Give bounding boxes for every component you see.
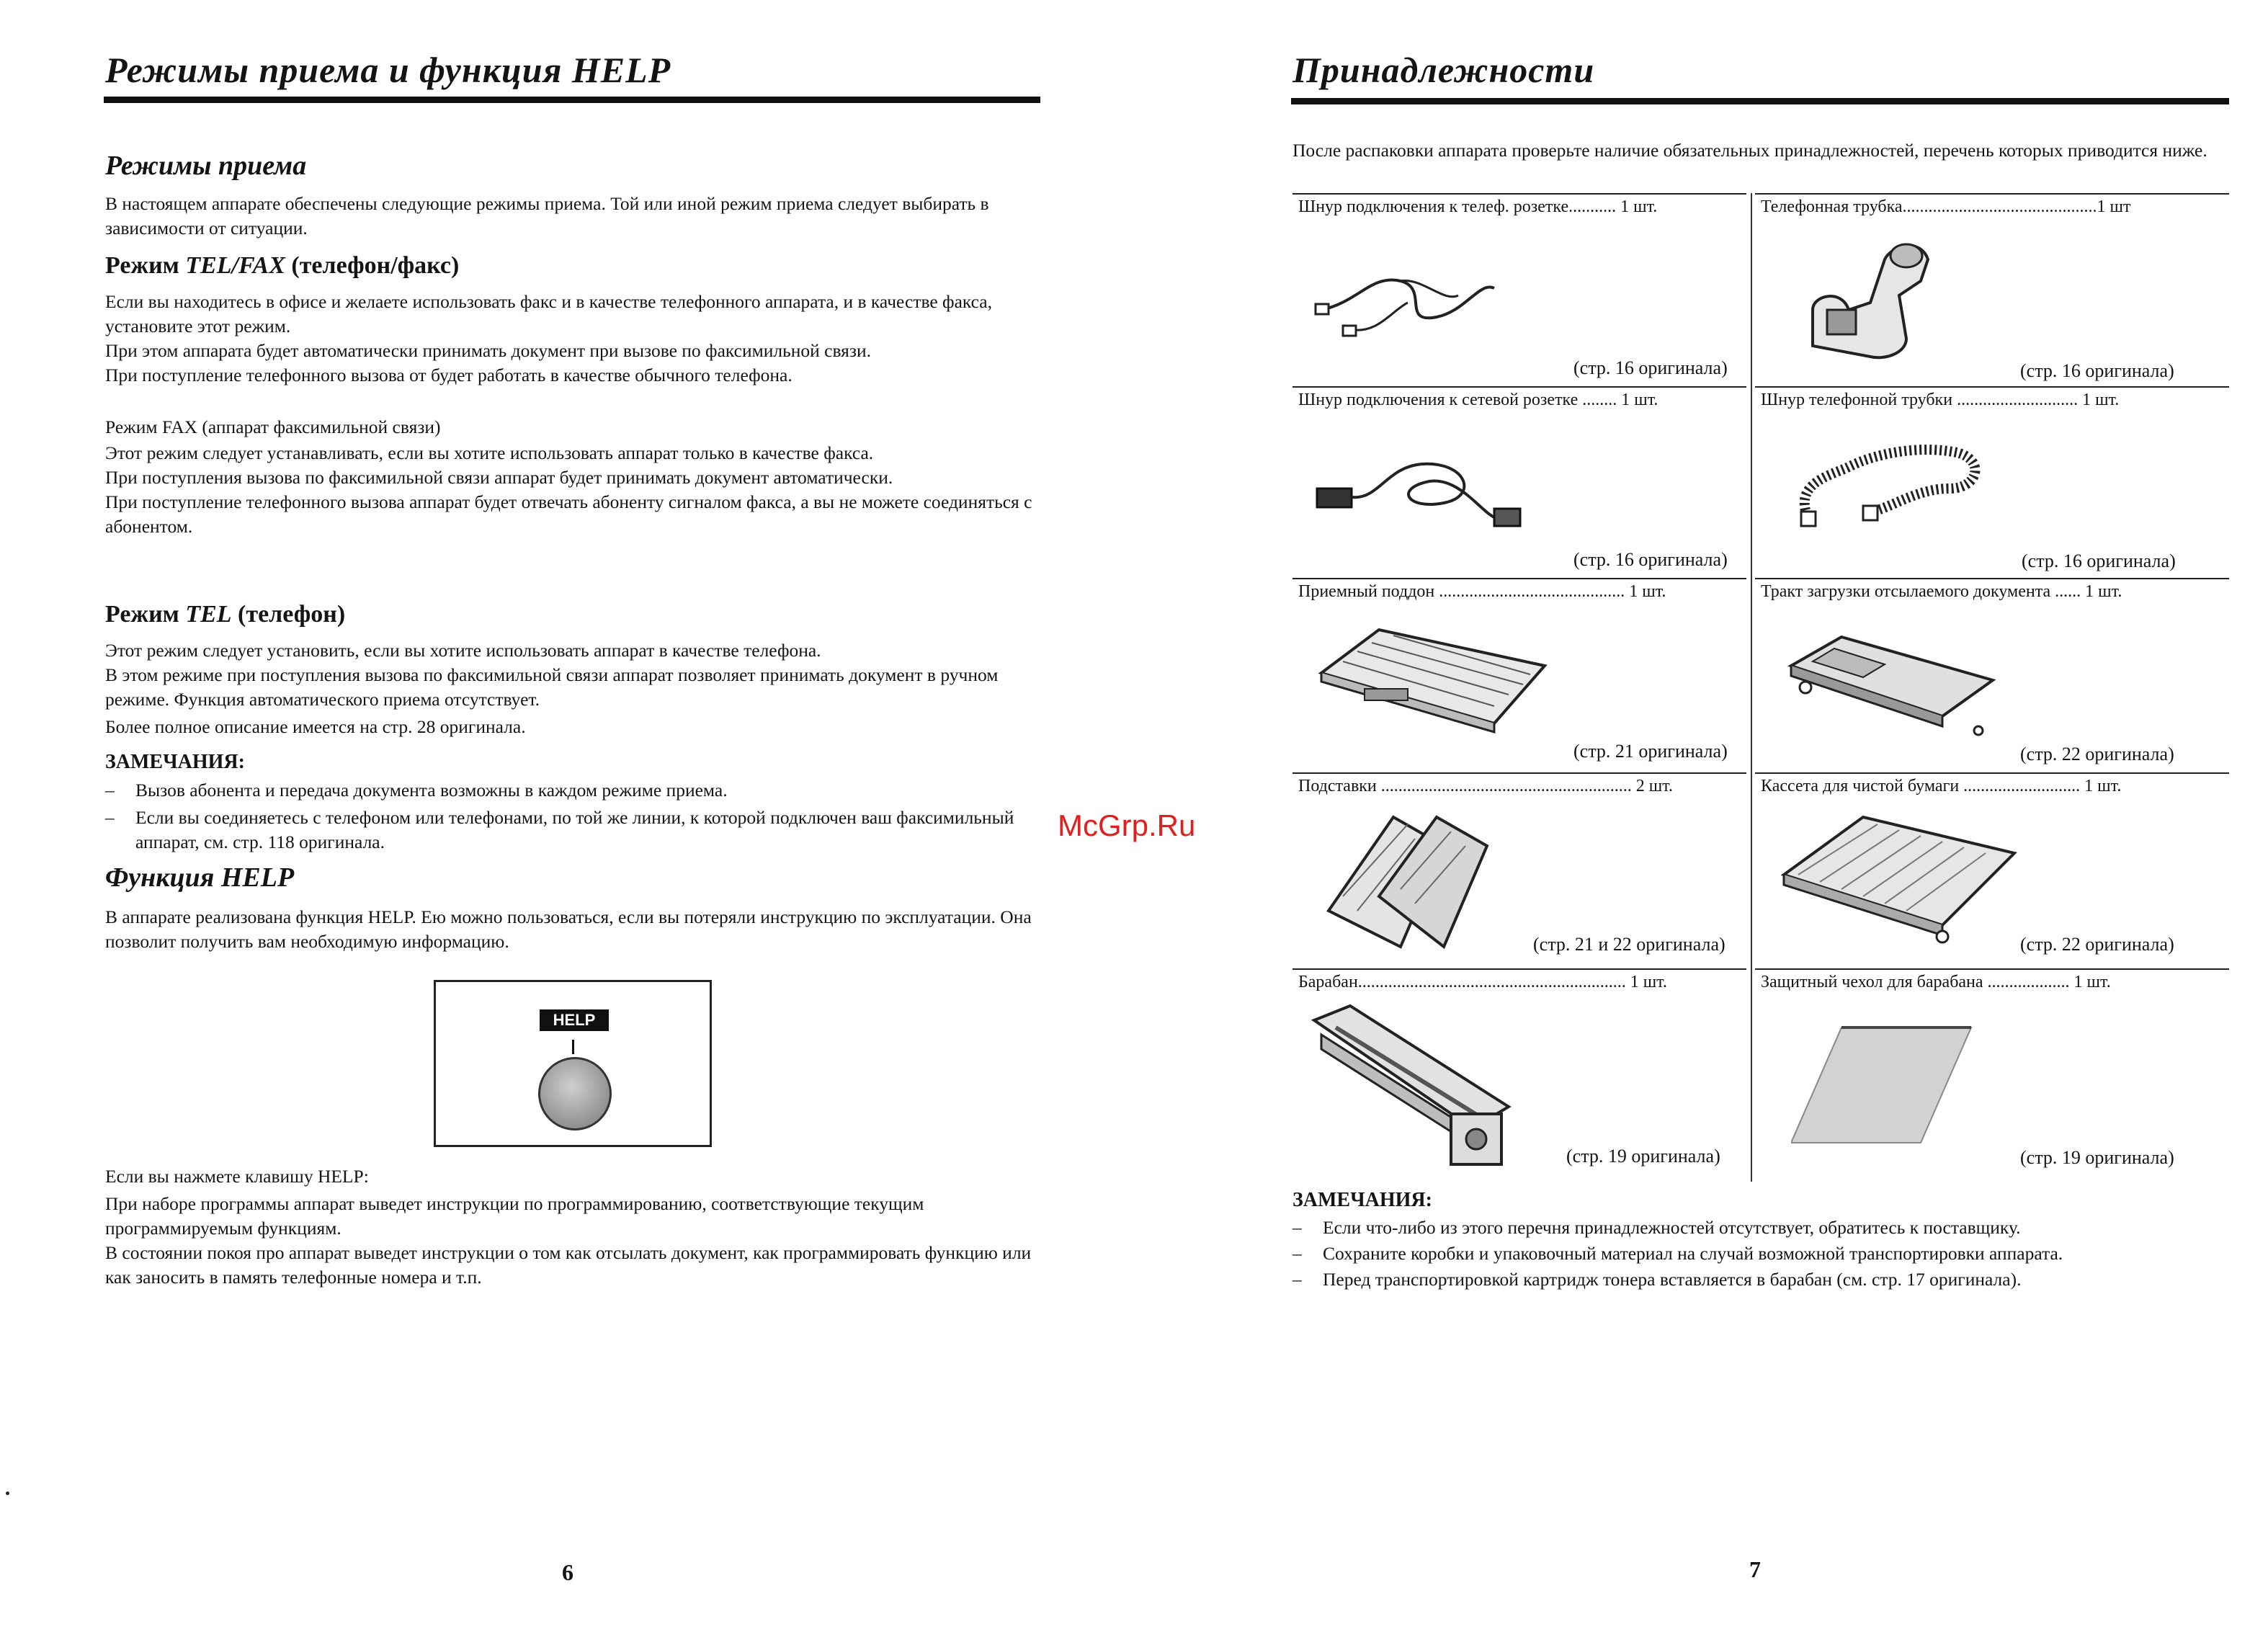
help-press-label: Если вы нажмете клавишу HELP: bbox=[105, 1166, 369, 1187]
mode-fax-line: Этот режим следует устанавливать, если вы хотите использовать аппарат только в качестве факса. bbox=[105, 442, 874, 463]
accessory-name: Барабан.............................................................. 1 шт. bbox=[1298, 973, 1667, 991]
section-heading-receive-modes: Режимы приема bbox=[105, 151, 307, 181]
help-key-button-icon bbox=[538, 1057, 612, 1131]
mode-fax-label: Режим FAX (аппарат факсимильной связи) bbox=[105, 416, 441, 437]
help-key-stem bbox=[572, 1040, 574, 1054]
page-number-right: 7 bbox=[1749, 1556, 1761, 1582]
accessory-page-ref: (стр. 16 оригинала) bbox=[2020, 360, 2174, 381]
drum-cover-icon bbox=[1791, 1020, 1978, 1150]
accessory-name: Телефонная трубка.............................................1 шт bbox=[1761, 197, 2131, 216]
accessory-cell-receiving-tray bbox=[1293, 578, 1746, 774]
mode-telfax-line: При этом аппарата будет автоматически принимать документ при вызове по факсимильной связи. bbox=[105, 340, 872, 361]
help-key-label: HELP bbox=[540, 1009, 609, 1031]
help-text bbox=[105, 1192, 1042, 1290]
accessory-page-ref: (стр. 22 оригинала) bbox=[2020, 744, 2174, 764]
coiled-cord-icon bbox=[1791, 431, 1993, 539]
handset-icon bbox=[1798, 231, 1942, 367]
mode-telfax-line: При поступление телефонного вызова от будет работать в качестве обычного телефона. bbox=[105, 365, 793, 385]
left-notes-heading: ЗАМЕЧАНИЯ: bbox=[105, 751, 245, 773]
stands-icon bbox=[1321, 803, 1509, 961]
accessory-cell-coiled-cord bbox=[1755, 386, 2229, 579]
accessory-name: Подставки .......................................................... 2 шт. bbox=[1298, 777, 1673, 795]
right-page-title: Принадлежности bbox=[1293, 50, 1595, 90]
mode-tel-prefix: Режим bbox=[105, 601, 179, 628]
mode-tel-line: Этот режим следует установить, если вы хотите использовать аппарат в качестве телефона. bbox=[105, 640, 821, 661]
power-cord-icon bbox=[1314, 445, 1530, 539]
left-note-item: – Если вы соединяетесь с телефоном или телефонами, по той же линии, к которой подключен ваш факсимильный аппарат, см. стр. 118 оригинала. bbox=[105, 806, 1042, 855]
accessory-name: Приемный поддон ........................................... 1 шт. bbox=[1298, 582, 1666, 601]
accessory-page-ref: (стр. 21 и 22 оригинала) bbox=[1533, 934, 1725, 955]
drum-icon bbox=[1307, 999, 1523, 1172]
title-underline bbox=[104, 97, 1040, 103]
mode-tel-line: В этом режиме при поступления вызова по факсимильной связи аппарат позволяет принимать документ в ручном режиме. Функция автоматического приема отсутствует. bbox=[105, 664, 999, 710]
mode-telfax-name: TEL/FAX bbox=[185, 252, 285, 279]
mode-fax-line: При поступление телефонного вызова аппарат будет отвечать абоненту сигналом факса, а вы не можете соединяться с абонентом. bbox=[105, 491, 1032, 537]
mode-tel-heading bbox=[105, 601, 345, 628]
mode-tel-suffix: (телефон) bbox=[238, 601, 346, 628]
grid-divider bbox=[1751, 193, 1752, 1182]
help-line: В состоянии покоя про аппарат выведет инструкции о том как отсылать документ, как программировать функцию или как заносить в память телефонные номера и т.п. bbox=[105, 1242, 1032, 1288]
help-line: При наборе программы аппарат выведет инструкции по программированию, соответствующие текущим программируемым функциям. bbox=[105, 1193, 924, 1239]
mode-tel-text bbox=[105, 638, 1042, 739]
accessory-page-ref: (стр. 21 оригинала) bbox=[1573, 741, 1728, 762]
left-notes-list bbox=[105, 778, 1042, 857]
accessories-grid bbox=[1293, 193, 2229, 1182]
accessory-page-ref: (стр. 22 оригинала) bbox=[2020, 934, 2174, 955]
left-note-item: – Вызов абонента и передача документа возможны в каждом режиме приема. bbox=[105, 778, 1042, 803]
right-notes-heading: ЗАМЕЧАНИЯ: bbox=[1293, 1189, 1432, 1211]
mode-telfax-text bbox=[105, 290, 1042, 388]
page-number-left: 6 bbox=[562, 1559, 573, 1585]
accessory-cell-handset bbox=[1755, 193, 2229, 388]
help-key-illustration bbox=[434, 980, 712, 1147]
mode-fax-line: При поступления вызова по факсимильной связи аппарат будет принимать документ автоматически. bbox=[105, 467, 893, 488]
accessory-name: Кассета для чистой бумаги ........................... 1 шт. bbox=[1761, 777, 2122, 795]
accessory-page-ref: (стр. 19 оригинала) bbox=[2020, 1147, 2174, 1168]
accessory-page-ref: (стр. 19 оригинала) bbox=[1566, 1146, 1720, 1167]
accessory-page-ref: (стр. 16 оригинала) bbox=[1573, 549, 1728, 570]
title-underline bbox=[1291, 98, 2229, 104]
accessory-name: Шнур подключения к телеф. розетке........... 1 шт. bbox=[1298, 197, 1658, 216]
phone-cord-icon bbox=[1314, 259, 1501, 346]
section-heading-help: Функция HELP bbox=[105, 862, 295, 893]
accessory-page-ref: (стр. 16 оригинала) bbox=[2022, 550, 2176, 571]
accessory-name: Шнур телефонной трубки ............................ 1 шт. bbox=[1761, 391, 2120, 409]
receiving-tray-icon bbox=[1314, 623, 1552, 738]
watermark: McGrp.Ru bbox=[1058, 808, 1196, 842]
accessory-name: Защитный чехол для барабана ................... 1 шт. bbox=[1761, 973, 2111, 991]
right-note-item: – Сохраните коробки и упаковочный материал на случай возможной транспортировки аппарата. bbox=[1293, 1242, 2229, 1265]
accessory-cell-drum bbox=[1293, 968, 1746, 1183]
accessory-page-ref: (стр. 16 оригинала) bbox=[1573, 357, 1728, 378]
left-page-title: Режимы приема и функция HELP bbox=[105, 50, 671, 90]
mode-telfax-suffix: (телефон/факс) bbox=[291, 252, 460, 279]
accessory-cell-drum-cover bbox=[1755, 968, 2229, 1183]
document-feeder-icon bbox=[1784, 623, 2000, 738]
mode-tel-name: TEL bbox=[185, 601, 232, 628]
mode-fax-text bbox=[105, 441, 1042, 539]
right-notes-list bbox=[1293, 1216, 2229, 1294]
help-intro: В аппарате реализована функция HELP. Ею можно пользоваться, если вы потеряли инструкцию по эксплуатации. Она позволит получить вам необходимую информацию. bbox=[105, 906, 1032, 952]
mode-telfax-heading bbox=[105, 252, 459, 280]
mode-tel-line: Более полное описание имеется на стр. 28 оригинала. bbox=[105, 716, 526, 737]
paper-cassette-icon bbox=[1777, 810, 2022, 947]
mode-telfax-line: Если вы находитесь в офисе и желаете использовать факс и в качестве телефонного аппарата, и в качестве факса, установите этот режим. bbox=[105, 291, 992, 336]
accessory-name: Тракт загрузки отсылаемого документа ...... 1 шт. bbox=[1761, 582, 2122, 601]
right-note-item: – Если что-либо из этого перечня принадлежностей отсутствует, обратитесь к поставщику. bbox=[1293, 1216, 2229, 1239]
accessory-cell-document-feeder bbox=[1755, 578, 2229, 774]
accessory-cell-paper-cassette bbox=[1755, 772, 2229, 970]
scan-dot bbox=[6, 1491, 9, 1495]
accessory-cell-power-cord bbox=[1293, 386, 1746, 579]
accessory-cell-phone-cord bbox=[1293, 193, 1746, 388]
receive-modes-intro: В настоящем аппарате обеспечены следующие режимы приема. Той или иной режим приема следует выбирать в зависимости от ситуации. bbox=[105, 193, 989, 238]
accessories-intro: После распаковки аппарата проверьте наличие обязательных принадлежностей, перечень которых приводится ниже. bbox=[1293, 140, 2207, 161]
accessory-name: Шнур подключения к сетевой розетке ........ 1 шт. bbox=[1298, 391, 1658, 409]
right-note-item: – Перед транспортировкой картридж тонера вставляется в барабан (см. стр. 17 оригинала). bbox=[1293, 1268, 2229, 1291]
mode-telfax-prefix: Режим bbox=[105, 252, 179, 279]
accessory-cell-stands bbox=[1293, 772, 1746, 970]
